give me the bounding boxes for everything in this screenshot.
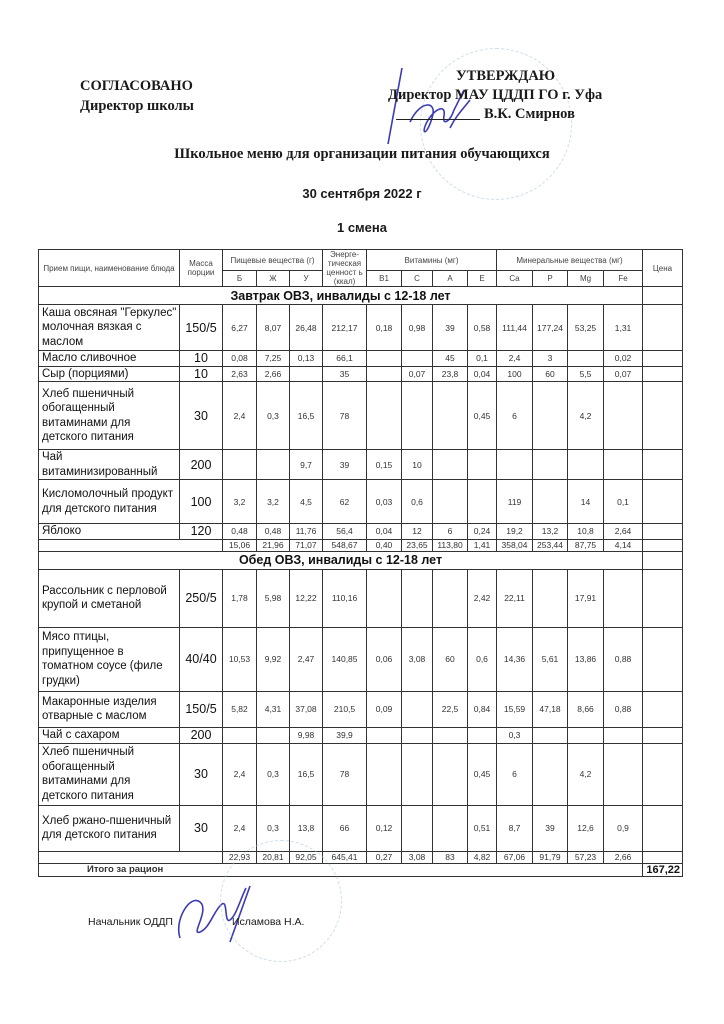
price-cell bbox=[643, 539, 683, 551]
dish-name: Хлеб пшеничный обогащенный витаминами для детского питания bbox=[39, 382, 180, 450]
cell-zh: 3,2 bbox=[257, 480, 290, 524]
cell-p: 3 bbox=[533, 351, 568, 367]
cell-a bbox=[433, 450, 468, 480]
dish-name: Хлеб ржано-пшеничный для детского питания bbox=[39, 805, 180, 851]
cell-b: 3,2 bbox=[223, 480, 257, 524]
cell-ca: 100 bbox=[497, 366, 533, 382]
cell-zh: 0,3 bbox=[257, 743, 290, 805]
cell-u: 0,13 bbox=[290, 351, 323, 367]
cell-kcal: 140,85 bbox=[323, 627, 367, 691]
cell-c: 3,08 bbox=[402, 627, 433, 691]
dish-name: Сыр (порциями) bbox=[39, 366, 180, 382]
cell-u: 13,8 bbox=[290, 805, 323, 851]
cell-b1 bbox=[367, 727, 402, 743]
cell-u: 9,7 bbox=[290, 450, 323, 480]
dish-name: Чай с сахаром bbox=[39, 727, 180, 743]
cell-fe: 0,88 bbox=[604, 691, 643, 727]
cell-a bbox=[433, 480, 468, 524]
cell-kcal: 39 bbox=[323, 450, 367, 480]
cell-b: 0,48 bbox=[223, 524, 257, 540]
agreed-title: СОГЛАСОВАНО bbox=[80, 78, 193, 94]
cell-b1: 0,06 bbox=[367, 627, 402, 691]
col-header-mass: Масса порции bbox=[180, 250, 223, 287]
cell-ca: 6 bbox=[497, 382, 533, 450]
cell-c: 12 bbox=[402, 524, 433, 540]
total-p: 91,79 bbox=[533, 851, 568, 863]
cell-p bbox=[533, 382, 568, 450]
cell-ca: 14,36 bbox=[497, 627, 533, 691]
cell-zh: 0,48 bbox=[257, 524, 290, 540]
table-row bbox=[39, 743, 683, 805]
col-header-energy: Энерге-тическая ценност ь (ккал) bbox=[323, 250, 367, 287]
cell-u: 11,76 bbox=[290, 524, 323, 540]
cell-zh: 0,3 bbox=[257, 805, 290, 851]
cell-ca bbox=[497, 450, 533, 480]
cell-b1: 0,03 bbox=[367, 480, 402, 524]
col-header-p: P bbox=[533, 271, 568, 287]
cell-p: 60 bbox=[533, 366, 568, 382]
cell-p: 39 bbox=[533, 805, 568, 851]
total-u: 92,05 bbox=[290, 851, 323, 863]
cell-mg: 17,91 bbox=[568, 569, 604, 627]
cell-zh: 4,31 bbox=[257, 691, 290, 727]
cell-p bbox=[533, 727, 568, 743]
cell-kcal: 110,16 bbox=[323, 569, 367, 627]
col-header-a: A bbox=[433, 271, 468, 287]
grand-total-row bbox=[39, 863, 683, 876]
cell-a: 45 bbox=[433, 351, 468, 367]
cell-c: 0,98 bbox=[402, 305, 433, 351]
cell-mg: 10,8 bbox=[568, 524, 604, 540]
cell-kcal: 56,4 bbox=[323, 524, 367, 540]
portion-mass: 100 bbox=[180, 480, 223, 524]
cell-a bbox=[433, 727, 468, 743]
cell-b bbox=[223, 450, 257, 480]
cell-kcal: 78 bbox=[323, 743, 367, 805]
grand-total-price: 167,22 bbox=[643, 863, 683, 876]
total-a: 113,80 bbox=[433, 539, 468, 551]
cell-e: 0,04 bbox=[468, 366, 497, 382]
col-header-minerals: Минеральные вещества (мг) bbox=[497, 250, 643, 271]
portion-mass: 30 bbox=[180, 743, 223, 805]
table-row bbox=[39, 524, 683, 540]
cell-a bbox=[433, 382, 468, 450]
cell-fe: 0,9 bbox=[604, 805, 643, 851]
approved-title: УТВЕРЖДАЮ bbox=[456, 68, 556, 84]
cell-c bbox=[402, 382, 433, 450]
col-header-c: C bbox=[402, 271, 433, 287]
portion-mass: 40/40 bbox=[180, 627, 223, 691]
cell-b1: 0,09 bbox=[367, 691, 402, 727]
total-b: 22,93 bbox=[223, 851, 257, 863]
price-cell bbox=[643, 450, 683, 480]
table-row bbox=[39, 727, 683, 743]
dish-name: Кисломолочный продукт для детского питания bbox=[39, 480, 180, 524]
total-ca: 358,04 bbox=[497, 539, 533, 551]
total-a: 83 bbox=[433, 851, 468, 863]
dish-name: Макаронные изделия отварные с маслом bbox=[39, 691, 180, 727]
cell-e: 0,45 bbox=[468, 382, 497, 450]
cell-ca: 111,44 bbox=[497, 305, 533, 351]
cell-zh: 5,98 bbox=[257, 569, 290, 627]
cell-e: 0,51 bbox=[468, 805, 497, 851]
total-mg: 87,75 bbox=[568, 539, 604, 551]
cell-kcal: 66 bbox=[323, 805, 367, 851]
cell-u: 37,08 bbox=[290, 691, 323, 727]
agreed-position: Директор школы bbox=[80, 98, 194, 114]
total-fe: 2,66 bbox=[604, 851, 643, 863]
cell-p bbox=[533, 480, 568, 524]
cell-a: 39 bbox=[433, 305, 468, 351]
menu-date: 30 сентября 2022 г bbox=[302, 186, 422, 201]
cell-ca: 8,7 bbox=[497, 805, 533, 851]
total-kcal: 548,67 bbox=[323, 539, 367, 551]
cell-b1: 0,18 bbox=[367, 305, 402, 351]
cell-mg: 5,5 bbox=[568, 366, 604, 382]
table-row bbox=[39, 305, 683, 351]
cell-p: 5,61 bbox=[533, 627, 568, 691]
total-fe: 4,14 bbox=[604, 539, 643, 551]
total-u: 71,07 bbox=[290, 539, 323, 551]
table-row bbox=[39, 627, 683, 691]
cell-b: 6,27 bbox=[223, 305, 257, 351]
cell-u: 12,22 bbox=[290, 569, 323, 627]
cell-mg: 4,2 bbox=[568, 743, 604, 805]
stamp-seal-bottom bbox=[220, 840, 342, 962]
cell-zh: 9,92 bbox=[257, 627, 290, 691]
cell-fe bbox=[604, 743, 643, 805]
section-title: Завтрак ОВЗ, инвалиды с 12-18 лет bbox=[39, 287, 643, 305]
cell-e: 0,24 bbox=[468, 524, 497, 540]
col-header-price: Цена bbox=[643, 250, 683, 287]
cell-mg: 13,86 bbox=[568, 627, 604, 691]
cell-c: 10 bbox=[402, 450, 433, 480]
cell-b1: 0,12 bbox=[367, 805, 402, 851]
total-b1: 0,40 bbox=[367, 539, 402, 551]
cell-kcal: 66,1 bbox=[323, 351, 367, 367]
cell-u: 9,98 bbox=[290, 727, 323, 743]
cell-b: 2,63 bbox=[223, 366, 257, 382]
table-row bbox=[39, 805, 683, 851]
col-header-vitamins: Витамины (мг) bbox=[367, 250, 497, 271]
price-cell bbox=[643, 743, 683, 805]
total-e: 1,41 bbox=[468, 539, 497, 551]
cell-kcal: 62 bbox=[323, 480, 367, 524]
cell-mg bbox=[568, 351, 604, 367]
cell-mg bbox=[568, 450, 604, 480]
cell-b bbox=[223, 727, 257, 743]
document-title: Школьное меню для организации питания обучающихся bbox=[174, 146, 550, 162]
cell-e bbox=[468, 727, 497, 743]
cell-u: 16,5 bbox=[290, 382, 323, 450]
cell-zh bbox=[257, 450, 290, 480]
cell-fe bbox=[604, 569, 643, 627]
col-header-ca: Ca bbox=[497, 271, 533, 287]
cell-fe bbox=[604, 450, 643, 480]
cell-fe: 0,1 bbox=[604, 480, 643, 524]
total-p: 253,44 bbox=[533, 539, 568, 551]
price-cell bbox=[643, 569, 683, 627]
cell-fe: 0,88 bbox=[604, 627, 643, 691]
cell-e: 0,1 bbox=[468, 351, 497, 367]
cell-zh: 8,07 bbox=[257, 305, 290, 351]
cell-a: 60 bbox=[433, 627, 468, 691]
cell-fe: 2,64 bbox=[604, 524, 643, 540]
cell-b: 5,82 bbox=[223, 691, 257, 727]
approved-name: В.К. Смирнов bbox=[484, 106, 575, 122]
cell-b: 0,08 bbox=[223, 351, 257, 367]
cell-a: 6 bbox=[433, 524, 468, 540]
cell-mg: 4,2 bbox=[568, 382, 604, 450]
table-row bbox=[39, 569, 683, 627]
cell-b1 bbox=[367, 351, 402, 367]
cell-u: 16,5 bbox=[290, 743, 323, 805]
cell-kcal: 39,9 bbox=[323, 727, 367, 743]
cell-ca: 15,59 bbox=[497, 691, 533, 727]
cell-kcal: 212,17 bbox=[323, 305, 367, 351]
cell-b: 2,4 bbox=[223, 805, 257, 851]
col-header-b1: B1 bbox=[367, 271, 402, 287]
footer-position: Начальник ОДДП bbox=[88, 916, 173, 928]
dish-name: Хлеб пшеничный обогащенный витаминами для детского питания bbox=[39, 743, 180, 805]
cell-fe bbox=[604, 382, 643, 450]
price-cell bbox=[643, 382, 683, 450]
cell-b1: 0,04 bbox=[367, 524, 402, 540]
cell-a bbox=[433, 743, 468, 805]
cell-c bbox=[402, 727, 433, 743]
col-header-mg: Mg bbox=[568, 271, 604, 287]
portion-mass: 30 bbox=[180, 805, 223, 851]
cell-e: 0,84 bbox=[468, 691, 497, 727]
total-ca: 67,06 bbox=[497, 851, 533, 863]
approved-block bbox=[388, 67, 658, 124]
cell-fe bbox=[604, 727, 643, 743]
cell-u: 2,47 bbox=[290, 627, 323, 691]
section-title: Обед ОВЗ, инвалиды с 12-18 лет bbox=[39, 551, 643, 569]
cell-ca: 119 bbox=[497, 480, 533, 524]
cell-b1 bbox=[367, 743, 402, 805]
table-row bbox=[39, 351, 683, 367]
section-total-row bbox=[39, 539, 683, 551]
portion-mass: 30 bbox=[180, 382, 223, 450]
cell-b1 bbox=[367, 382, 402, 450]
signature-line bbox=[396, 119, 480, 120]
cell-b1 bbox=[367, 366, 402, 382]
cell-u: 4,5 bbox=[290, 480, 323, 524]
cell-b: 2,4 bbox=[223, 743, 257, 805]
grand-total-label: Итого за рацион bbox=[39, 863, 643, 876]
table-row bbox=[39, 480, 683, 524]
cell-ca: 22,11 bbox=[497, 569, 533, 627]
cell-b1: 0,15 bbox=[367, 450, 402, 480]
cell-c: 0,07 bbox=[402, 366, 433, 382]
cell-kcal: 78 bbox=[323, 382, 367, 450]
cell-c bbox=[402, 691, 433, 727]
footer-name: Исламова Н.А. bbox=[232, 916, 305, 928]
portion-mass: 120 bbox=[180, 524, 223, 540]
price-cell bbox=[643, 691, 683, 727]
portion-mass: 10 bbox=[180, 366, 223, 382]
total-zh: 21,96 bbox=[257, 539, 290, 551]
cell-c bbox=[402, 743, 433, 805]
price-cell bbox=[643, 805, 683, 851]
agreed-block bbox=[80, 76, 194, 116]
cell-b1 bbox=[367, 569, 402, 627]
col-header-u: У bbox=[290, 271, 323, 287]
dish-name: Каша овсяная "Геркулес" молочная вязкая с маслом bbox=[39, 305, 180, 351]
cell-p: 13,2 bbox=[533, 524, 568, 540]
total-b: 15,06 bbox=[223, 539, 257, 551]
table-row bbox=[39, 366, 683, 382]
portion-mass: 150/5 bbox=[180, 691, 223, 727]
price-cell bbox=[643, 727, 683, 743]
price-cell bbox=[643, 287, 683, 305]
total-c: 23,65 bbox=[402, 539, 433, 551]
cell-c: 0,6 bbox=[402, 480, 433, 524]
cell-fe: 0,07 bbox=[604, 366, 643, 382]
col-header-zh: Ж bbox=[257, 271, 290, 287]
portion-mass: 200 bbox=[180, 450, 223, 480]
approved-position: Директор МАУ ЦДДП ГО г. Уфа bbox=[388, 87, 603, 103]
total-zh: 20,81 bbox=[257, 851, 290, 863]
col-header-e: E bbox=[468, 271, 497, 287]
cell-e bbox=[468, 450, 497, 480]
cell-p bbox=[533, 569, 568, 627]
total-kcal: 645,41 bbox=[323, 851, 367, 863]
cell-b: 10,53 bbox=[223, 627, 257, 691]
cell-p bbox=[533, 743, 568, 805]
cell-ca: 0,3 bbox=[497, 727, 533, 743]
cell-c bbox=[402, 569, 433, 627]
cell-zh: 7,25 bbox=[257, 351, 290, 367]
price-cell bbox=[643, 351, 683, 367]
cell-a: 22,5 bbox=[433, 691, 468, 727]
cell-a: 23,8 bbox=[433, 366, 468, 382]
dish-name: Мясо птицы, припущенное в томатном соусе (филе грудки) bbox=[39, 627, 180, 691]
price-cell bbox=[643, 551, 683, 569]
cell-ca: 19,2 bbox=[497, 524, 533, 540]
shift-label: 1 смена bbox=[336, 220, 387, 235]
cell-e bbox=[468, 480, 497, 524]
cell-mg: 12,6 bbox=[568, 805, 604, 851]
total-label bbox=[39, 851, 223, 863]
cell-mg bbox=[568, 727, 604, 743]
cell-ca: 2,4 bbox=[497, 351, 533, 367]
price-cell bbox=[643, 366, 683, 382]
price-cell bbox=[643, 851, 683, 863]
cell-b: 2,4 bbox=[223, 382, 257, 450]
dish-name: Рассольник с перловой крупой и сметаной bbox=[39, 569, 180, 627]
price-cell bbox=[643, 627, 683, 691]
cell-kcal: 35 bbox=[323, 366, 367, 382]
cell-c bbox=[402, 805, 433, 851]
price-cell bbox=[643, 305, 683, 351]
cell-fe: 0,02 bbox=[604, 351, 643, 367]
table-row bbox=[39, 691, 683, 727]
portion-mass: 250/5 bbox=[180, 569, 223, 627]
total-c: 3,08 bbox=[402, 851, 433, 863]
cell-u bbox=[290, 366, 323, 382]
cell-kcal: 210,5 bbox=[323, 691, 367, 727]
cell-p: 47,18 bbox=[533, 691, 568, 727]
cell-u: 26,48 bbox=[290, 305, 323, 351]
cell-zh: 0,3 bbox=[257, 382, 290, 450]
portion-mass: 10 bbox=[180, 351, 223, 367]
cell-mg: 14 bbox=[568, 480, 604, 524]
price-cell bbox=[643, 480, 683, 524]
cell-zh bbox=[257, 727, 290, 743]
total-mg: 57,23 bbox=[568, 851, 604, 863]
cell-zh: 2,66 bbox=[257, 366, 290, 382]
cell-mg: 8,66 bbox=[568, 691, 604, 727]
cell-e: 0,45 bbox=[468, 743, 497, 805]
col-header-b: Б bbox=[223, 271, 257, 287]
table-row bbox=[39, 382, 683, 450]
portion-mass: 150/5 bbox=[180, 305, 223, 351]
dish-name: Масло сливочное bbox=[39, 351, 180, 367]
total-b1: 0,27 bbox=[367, 851, 402, 863]
dish-name: Чай витаминизированный bbox=[39, 450, 180, 480]
cell-a bbox=[433, 805, 468, 851]
col-header-nutrients: Пищевые вещества (г) bbox=[223, 250, 323, 271]
col-header-dish: Прием пищи, наименование блюда bbox=[39, 250, 180, 287]
footer bbox=[88, 916, 305, 928]
dish-name: Яблоко bbox=[39, 524, 180, 540]
cell-e: 0,6 bbox=[468, 627, 497, 691]
total-e: 4,82 bbox=[468, 851, 497, 863]
price-cell bbox=[643, 524, 683, 540]
cell-p: 177,24 bbox=[533, 305, 568, 351]
menu-table bbox=[38, 249, 683, 877]
col-header-fe: Fe bbox=[604, 271, 643, 287]
cell-fe: 1,31 bbox=[604, 305, 643, 351]
cell-e: 2,42 bbox=[468, 569, 497, 627]
cell-a bbox=[433, 569, 468, 627]
portion-mass: 200 bbox=[180, 727, 223, 743]
section-total-row bbox=[39, 851, 683, 863]
cell-b: 1,78 bbox=[223, 569, 257, 627]
cell-mg: 53,25 bbox=[568, 305, 604, 351]
cell-e: 0,58 bbox=[468, 305, 497, 351]
table-row bbox=[39, 450, 683, 480]
cell-p bbox=[533, 450, 568, 480]
cell-c bbox=[402, 351, 433, 367]
total-label bbox=[39, 539, 223, 551]
cell-ca: 6 bbox=[497, 743, 533, 805]
